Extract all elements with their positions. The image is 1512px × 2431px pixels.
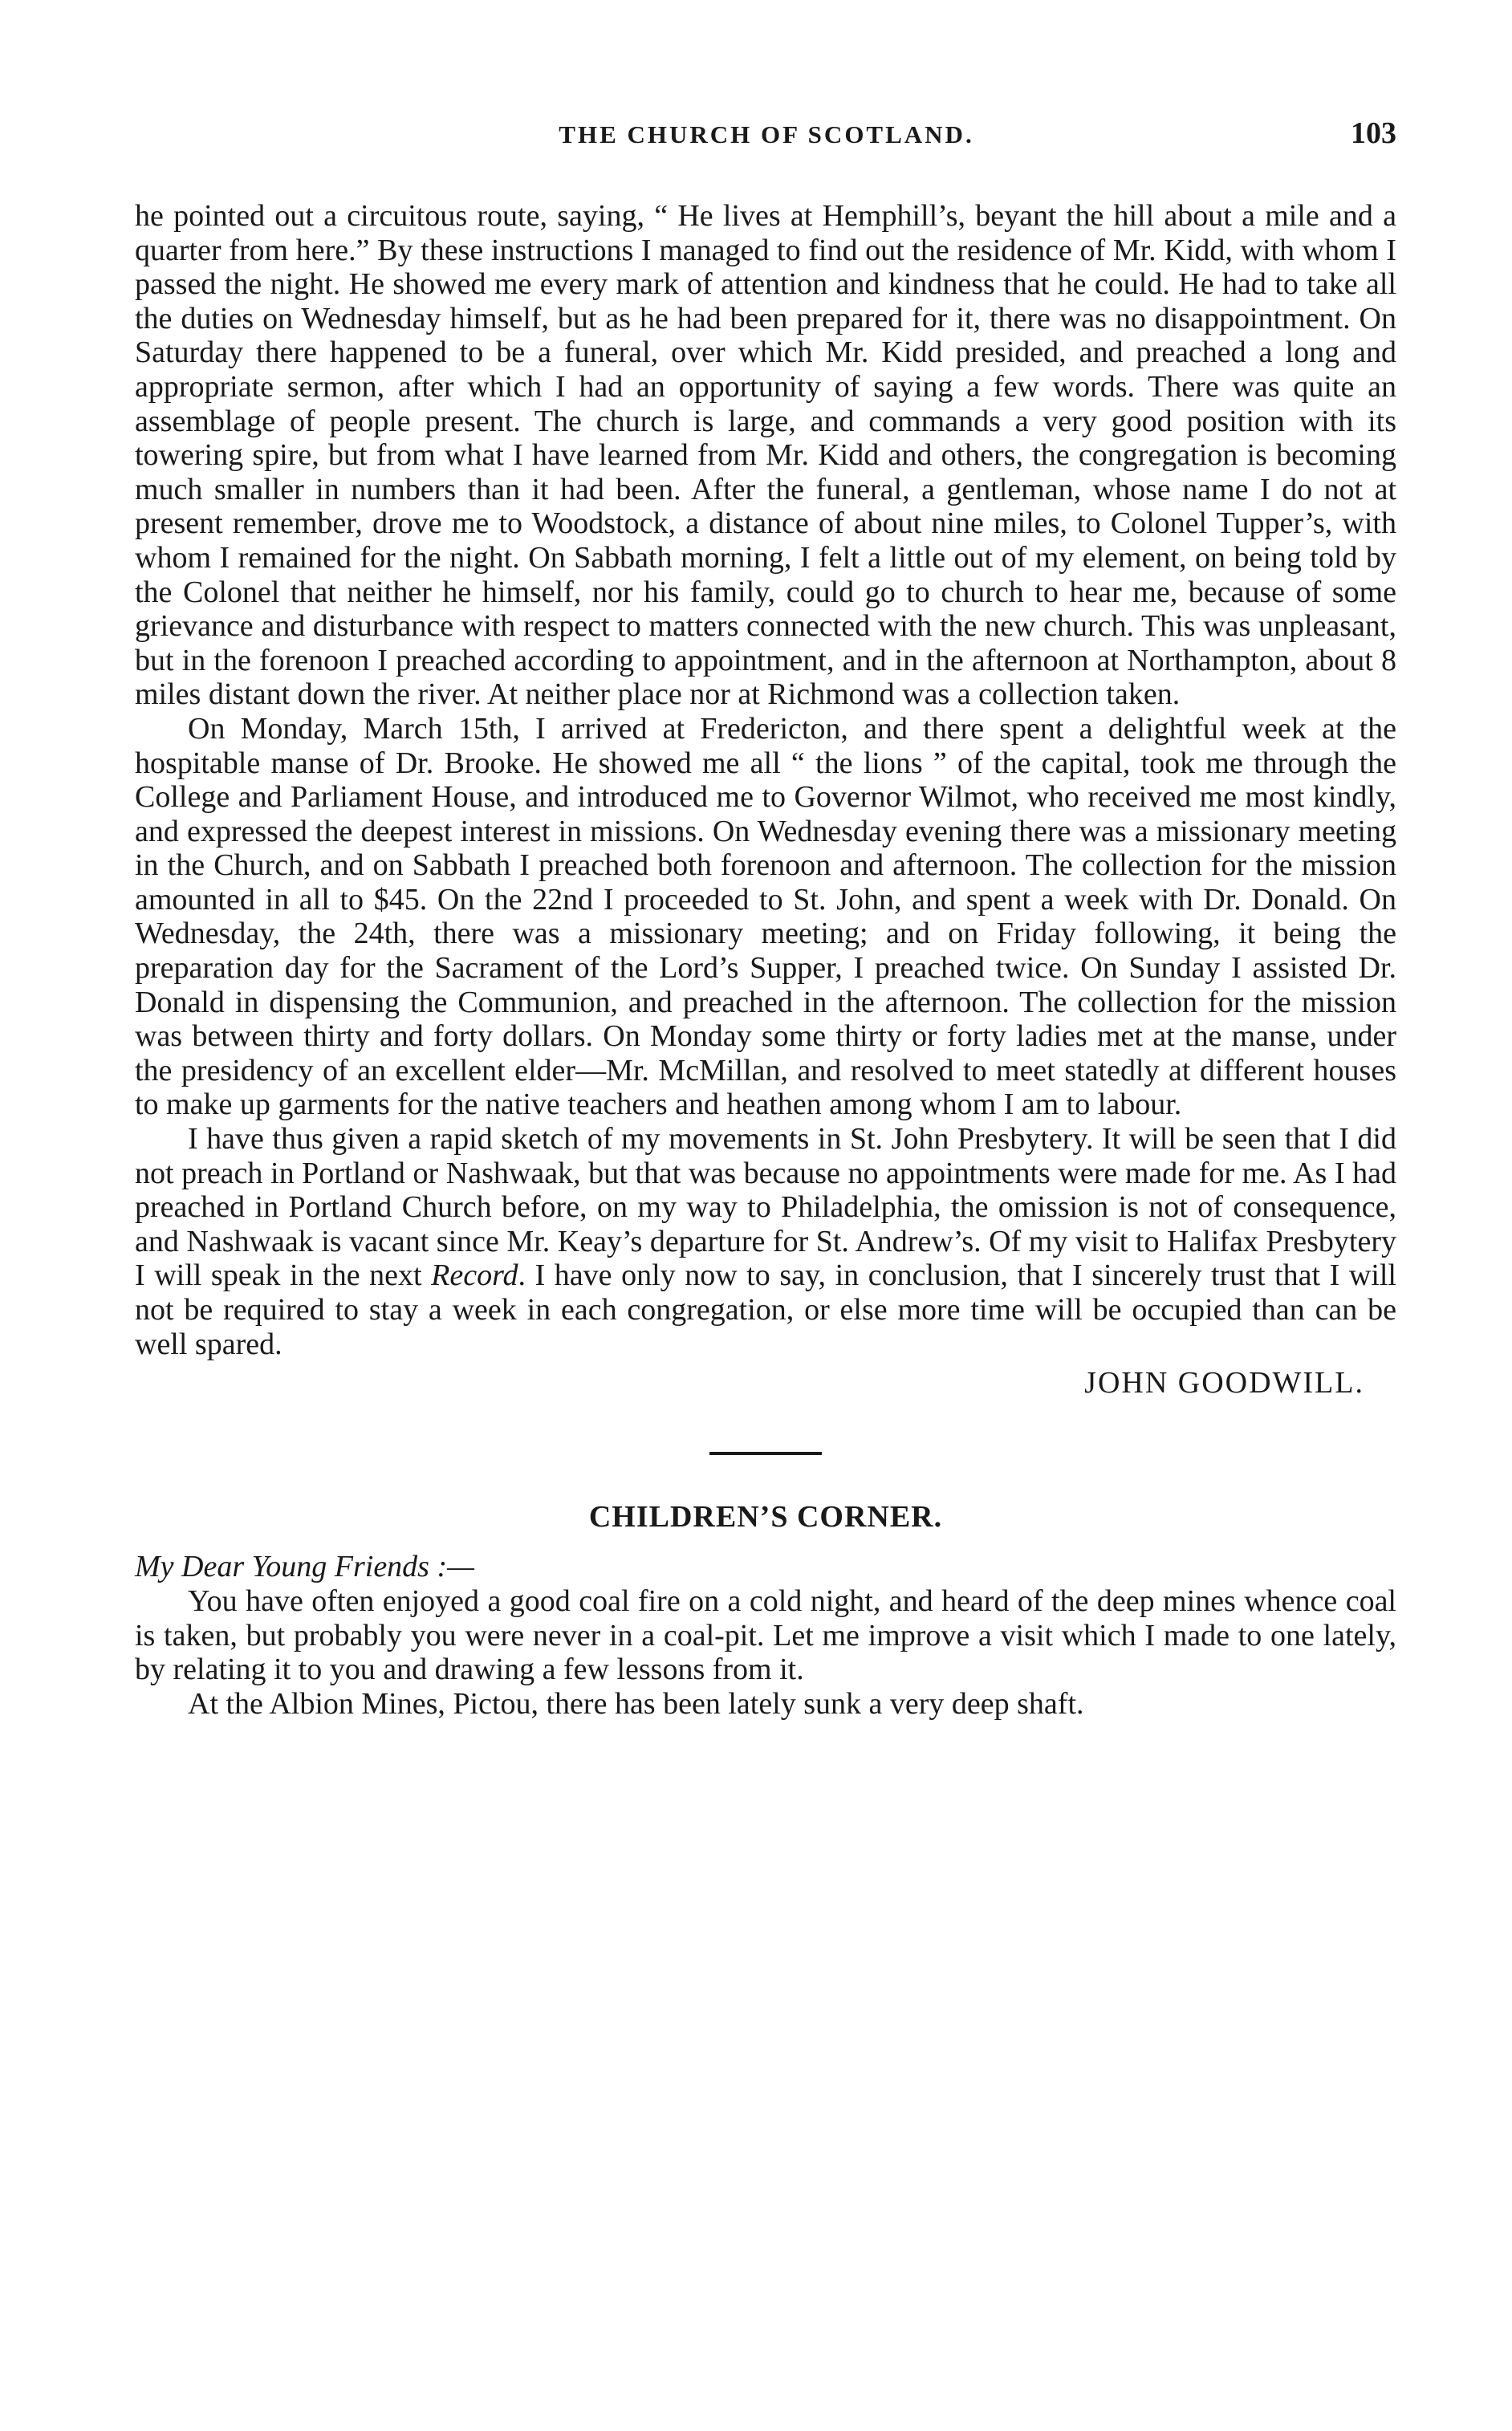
signature: JOHN GOODWILL. xyxy=(1084,1366,1364,1400)
letter-paragraph-3-start: I have thus given a rapid sketch of my movements in St. John Presbytery. It will be seen that I did not preach in Portland or Nashwaak, but that was because no appointments were made for me. As I had preached in Portland Church before, on my way to Philadelphia, the omission is not of consequence, and Nashwaak is vacant since Mr. Keay’s departure for St. Andrew’s. Of my visit to Halifax Presbytery I will speak in the next xyxy=(135,1122,1396,1293)
letter-paragraph-1: he pointed out a circuitous route, saying, “ He lives at Hemphill’s, beyant the hill about a mile and a quarter from here.” By these instructions I managed to find out the residence of Mr. Kidd, with whom I passed the night. He showed me every mark of attention and kindness that he could. He had to take all the duties on Wednesday himself, but as he had been prepared for it, there was no disappointment. On Saturday there happened to be a funeral, over which Mr. Kidd presided, and preached a long and appropriate sermon, after which I had an opportunity of saying a few words. There was quite an assemblage of people present. The church is large, and commands a very good position with its towering spire, but from what I have learned from Mr. Kidd and others, the congregation is becoming much smaller in numbers than it had been. After the funeral, a gentleman, whose name I do not at present remember, drove me to Woodstock, a distance of about nine miles, to Colonel Tupper’s, with whom I remained for the night. On Sabbath morning, I felt a little out of my element, on being told by the Colonel that neither he himself, nor his family, could go to church to hear me, because of some grievance and disturbance with respect to matters connected with the new church. This was unpleasant, but in the forenoon I preached according to appointment, and in the afternoon at Northampton, about 8 miles distant down the river. At neither place nor at Richmond was a collection taken. xyxy=(135,199,1396,712)
letter-paragraph-3 xyxy=(135,1122,1396,1361)
section-divider xyxy=(709,1452,822,1455)
letter-paragraph-2: On Monday, March 15th, I arrived at Fredericton, and there spent a delightful week at the hospitable manse of Dr. Brooke. He showed me all “ the lions ” of the capital, took me through the College and Parliament House, and introduced me to Governor Wilmot, who received me most kindly, and expressed the deepest interest in missions. On Wednesday evening there was a missionary meeting in the Church, and on Sabbath I preached both forenoon and afternoon. The collection for the mission amounted in all to $45. On the 22nd I proceeded to St. John, and spent a week with Dr. Donald. On Wednesday, the 24th, there was a missionary meeting; and on Friday following, it being the preparation day for the Sacrament of the Lord’s Supper, I preached twice. On Sunday I assisted Dr. Donald in dispensing the Communion, and preached in the afternoon. The collection for the mission was between thirty and forty dollars. On Monday some thirty or forty ladies met at the manse, under the presidency of an excellent elder—Mr. McMillan, and resolved to meet statedly at different houses to make up garments for the native teachers and heathen among whom I am to labour. xyxy=(135,711,1396,1122)
children-paragraph-2: At the Albion Mines, Pictou, there has been lately sunk a very deep shaft. xyxy=(188,1686,1084,1721)
running-head xyxy=(136,116,1396,169)
section-title: CHILDREN’S CORNER. xyxy=(588,1499,943,1534)
letter-paragraph-3-end: . I have only now to say, in conclusion, that I sincerely trust that I will not be required to stay a week in each congregation, or else more time will be occupied than can be well spared. xyxy=(135,1258,1396,1361)
children-paragraph-1: You have often enjoyed a good coal fire on a cold night, and heard of the deep mines whence coal is taken, but probably you were never in a coal-pit. Let me improve a visit which I made to one lately, by relating it to you and drawing a few lessons from it. xyxy=(135,1583,1396,1687)
salutation: My Dear Young Friends :— xyxy=(135,1550,474,1584)
page-number: 103 xyxy=(1351,116,1396,150)
body-text xyxy=(135,199,1396,1721)
record-title: Record xyxy=(431,1258,518,1293)
running-title: THE CHURCH OF SCOTLAND. xyxy=(559,120,974,148)
